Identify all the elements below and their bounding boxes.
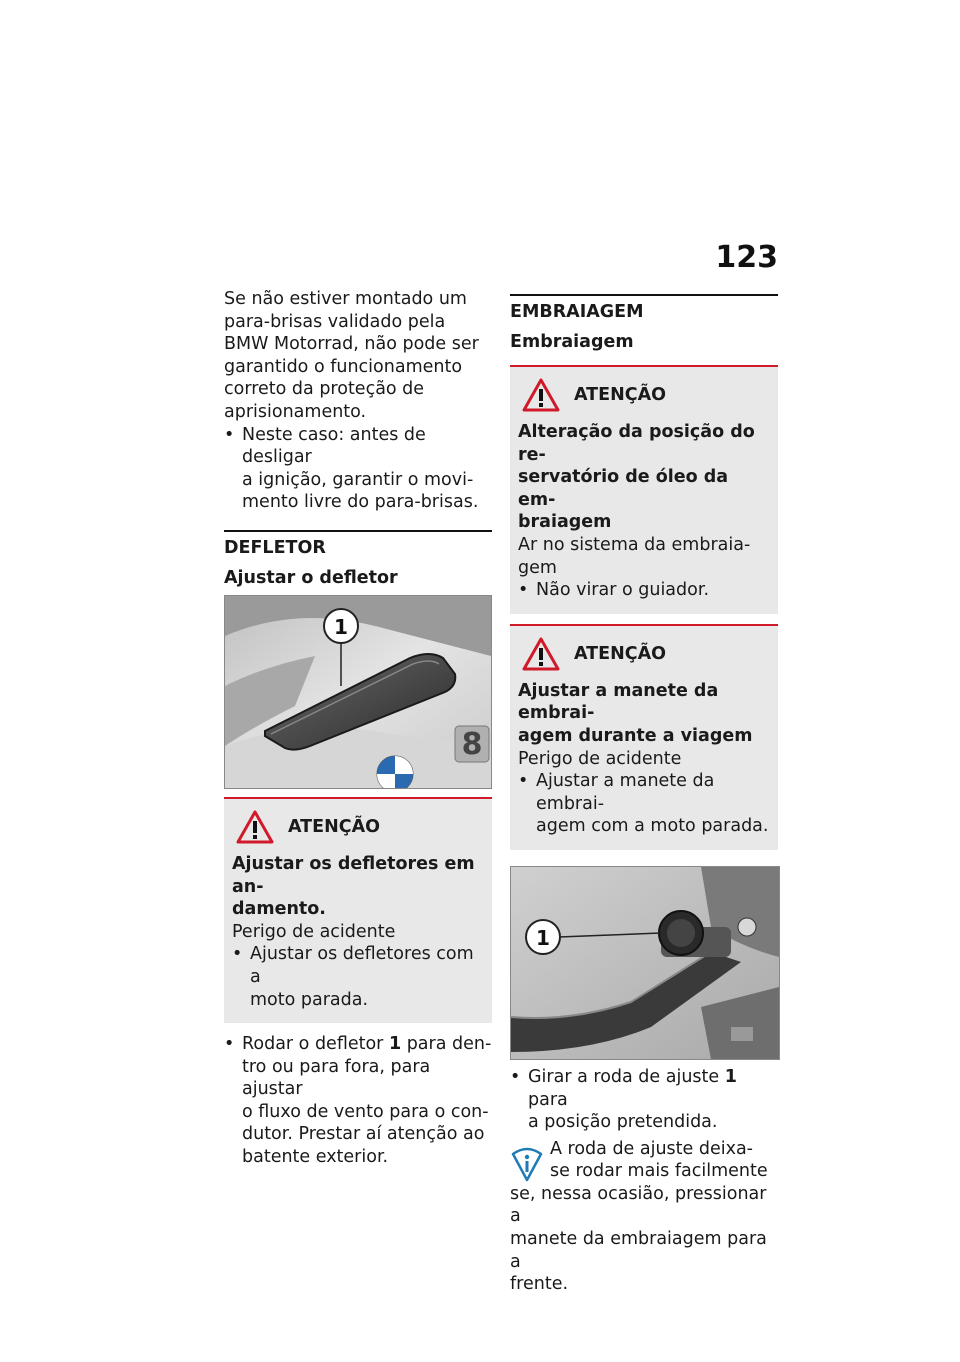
clutch-lever-illustration <box>511 867 779 1059</box>
text-line: agem com a moto parada. <box>536 816 769 837</box>
warning-text: Perigo de acidente <box>232 921 396 942</box>
text-line: se, nessa ocasião, pressionar a <box>510 1183 767 1227</box>
section-title-defletor: DEFLETOR <box>224 530 492 561</box>
warning-title <box>232 853 484 921</box>
text-line: o fluxo de vento para o con- <box>242 1101 489 1122</box>
warning-header <box>518 634 770 674</box>
text-line: Ajustar os defletores em an- <box>232 853 475 897</box>
text-line: gem <box>518 557 557 578</box>
subsection-title-embraiagem: Embraiagem <box>510 332 634 352</box>
text-line: braiagem <box>518 512 612 533</box>
warning-text: Perigo de acidente <box>518 748 682 769</box>
warning-title <box>518 680 770 748</box>
text-line: batente exterior. <box>242 1147 389 1168</box>
callout-number: 1 <box>334 614 348 639</box>
warning-header <box>232 807 484 847</box>
bullet-item <box>224 424 492 514</box>
text-line: damento. <box>232 899 326 920</box>
warning-box <box>510 365 778 614</box>
info-icon <box>510 1144 544 1182</box>
instruction-bullet <box>224 1033 492 1169</box>
warning-label: ATENÇÃO <box>288 816 380 837</box>
right-column <box>510 288 778 1296</box>
text-line: garantido o funcionamento <box>224 356 463 377</box>
section-title-embraiagem: EMBRAIAGEM <box>510 294 778 325</box>
warning-label: ATENÇÃO <box>574 643 666 664</box>
text-line: aprisionamento. <box>224 401 367 422</box>
text-line: agem durante a viagem <box>518 725 753 746</box>
instruction-bullet <box>510 1066 778 1134</box>
warning-triangle-icon <box>522 378 560 412</box>
callout-number: 1 <box>536 925 550 950</box>
bullet-line: • Rodar o defletor 1 para den- <box>224 1033 492 1056</box>
bullet-line: • Ajustar os defletores com a <box>232 943 484 988</box>
text-line: manete da embraiagem para a <box>510 1229 767 1272</box>
text-line: Se não estiver montado um <box>224 289 467 309</box>
text-line: frente. <box>510 1274 569 1295</box>
subsection-title-ajustar-defletor: Ajustar o defletor <box>224 567 398 588</box>
text-line: dutor. Prestar aí atenção ao <box>242 1124 485 1145</box>
text-line: Alteração da posição do re- <box>518 422 755 465</box>
warning-label: ATENÇÃO <box>574 385 666 405</box>
warning-triangle-icon <box>522 637 560 671</box>
warning-triangle-icon <box>236 810 274 844</box>
text-line: a posição pretendida. <box>528 1112 718 1133</box>
warning-box <box>510 624 778 850</box>
text-line: BMW Motorrad, não pode ser <box>224 334 479 355</box>
warning-box <box>224 797 492 1023</box>
text-line: mento livre do para-brisas. <box>242 492 479 513</box>
deflector-figure <box>224 595 492 789</box>
intro-paragraph <box>224 288 492 424</box>
text-line: A roda de ajuste deixa- <box>550 1138 754 1159</box>
bullet-line: • Ajustar a manete da embrai- <box>518 770 770 815</box>
text-line: a ignição, garantir o movi- <box>242 469 474 490</box>
clutch-lever-figure <box>510 866 780 1060</box>
bullet-line: • Girar a roda de ajuste 1 para <box>510 1066 778 1111</box>
bullet-line: • Neste caso: antes de desligar <box>224 424 492 469</box>
text-line: correto da proteção de <box>224 379 425 400</box>
warning-title <box>518 421 770 534</box>
text-line: servatório de óleo da em- <box>518 467 729 510</box>
text-line: moto parada. <box>250 989 369 1010</box>
left-column <box>224 288 492 1169</box>
text-line: se rodar mais facilmente <box>550 1161 768 1182</box>
info-note <box>510 1138 778 1296</box>
text-line: Ajustar a manete da embrai- <box>518 680 719 724</box>
bullet-line: • Não virar o guiador. <box>518 579 770 602</box>
model-badge: 8 <box>461 726 483 762</box>
text-line: para-brisas validado pela <box>224 311 446 332</box>
text-line: Ar no sistema da embraia- <box>518 534 751 555</box>
page-number: 123 <box>715 240 778 275</box>
deflector-illustration <box>225 596 491 788</box>
text-line: tro ou para fora, para ajustar <box>242 1056 431 1100</box>
warning-header <box>518 375 770 415</box>
